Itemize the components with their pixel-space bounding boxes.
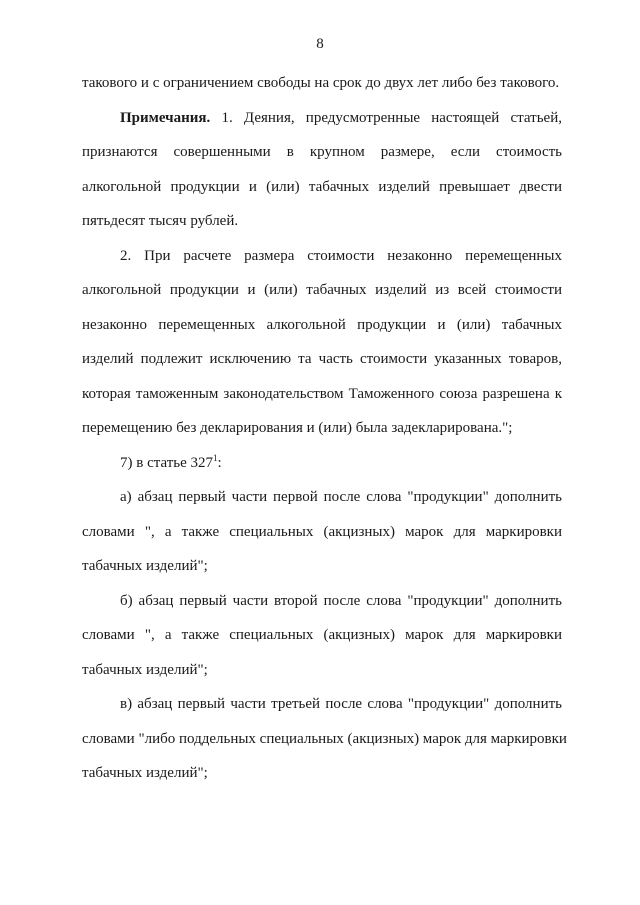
text-line: б) абзац первый части второй после слова "продукции" дополнить [120,592,562,609]
text-line: табачных изделий"; [82,558,208,574]
paragraph-item-a [82,480,562,584]
paragraph-notes [82,101,562,239]
text-line: а) абзац первый части первой после слова "продукции" дополнить [120,489,562,505]
notes-text: 1. Деяния, предусмотренные настоящей статьей, [210,109,562,126]
text-line: табачных изделий"; [82,661,208,678]
text-line: изделий подлежит исключению та часть стоимости указанных товаров, [82,351,562,367]
paragraph-item-v [82,687,567,791]
text-line: незаконно перемещенных алкогольной продукции и (или) табачных [82,316,562,333]
text-line: табачных изделий"; [82,765,208,781]
item-7-text: 7) в статье 327 [120,454,214,471]
paragraph-note-2 [82,239,562,446]
text-line: в) абзац первый части третьей после слова "продукции" дополнить [120,696,562,712]
text-line: словами ", а также специальных (акцизных) марок для маркировки [82,523,562,540]
text-line: перемещению без декларирования и (или) была задекларирована."; [82,420,513,436]
document-body [82,66,567,791]
superscript: 1 [213,452,218,463]
paragraph-item-b [82,584,562,688]
text-line: пятьдесят тысяч рублей. [82,213,239,229]
text-line: 2. При расчете размера стоимости незаконно перемещенных [120,247,562,264]
paragraph-item-7 [82,446,562,481]
text-line: словами ", а также специальных (акцизных) марок для маркировки [82,627,562,643]
text-line: которая таможенным законодательством Таможенного союза разрешена к [82,385,562,402]
text-line [82,101,562,136]
text-line: алкогольной продукции и (или) табачных изделий из всей стоимости [82,282,562,298]
item-7-colon: : [217,454,222,471]
text-line: такового и с ограничением свободы на срок до двух лет либо без такового. [82,75,560,91]
text-line: словами "либо поддельных специальных (акцизных) марок для маркировки [82,730,567,747]
text-line [82,446,562,481]
page-number: 8 [316,36,324,52]
notes-heading: Примечания. [120,109,211,126]
text-line: признаются совершенными в крупном размере, если стоимость [82,144,562,160]
paragraph-continuation [82,66,562,101]
text-line: алкогольной продукции и (или) табачных изделий превышает двести [82,178,562,195]
